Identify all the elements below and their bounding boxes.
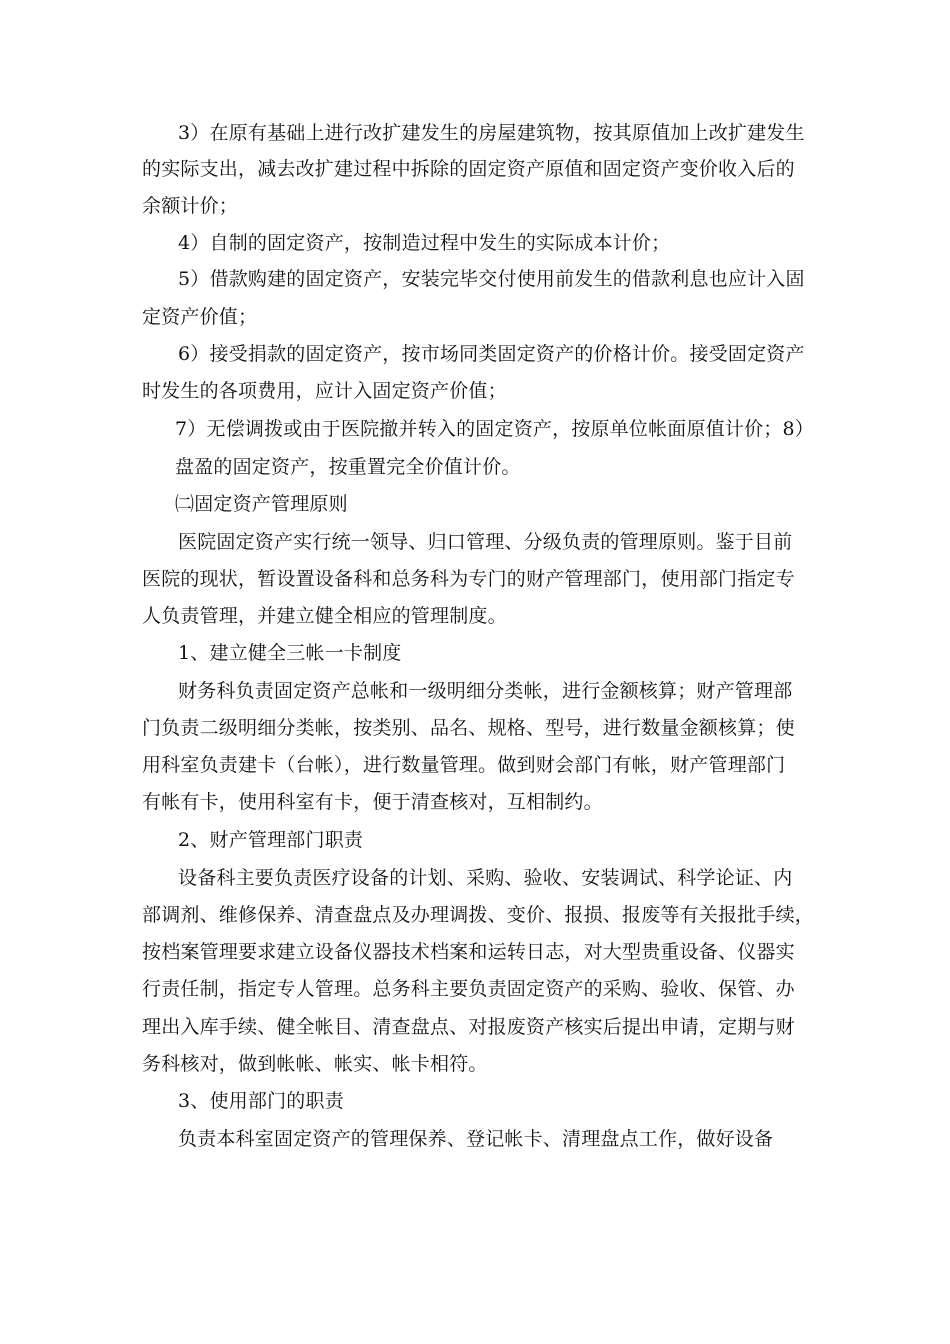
paragraph-line: 按档案管理要求建立设备仪器技术档案和运转日志，对大型贵重设备、仪器实: [142, 941, 795, 963]
paragraph-line: 行责任制，指定专人管理。总务科主要负责固定资产的采购、验收、保管、办: [142, 978, 795, 1000]
paragraph-line: 医院的现状，暂设置设备科和总务科为专门的财产管理部门，使用部门指定专: [142, 568, 795, 590]
paragraph-line: 3）在原有基础上进行改扩建发生的房屋建筑物，按其原值加上改扩建发生: [178, 122, 805, 144]
paragraph-line: 门负责二级明细分类帐，按类别、品名、规格、型号，进行数量金额核算；使: [142, 717, 795, 739]
subsection-heading: 1、建立健全三帐一卡制度: [178, 642, 402, 664]
paragraph-line: 医院固定资产实行统一领导、归口管理、分级负责的管理原则。鉴于目前: [178, 531, 793, 553]
paragraph-line: 6）接受捐款的固定资产，按市场同类固定资产的价格计价。接受固定资产: [178, 343, 805, 365]
paragraph-line: 用科室负责建卡（台帐），进行数量管理。做到财会部门有帐，财产管理部门: [142, 754, 786, 776]
subsection-heading: 2、财产管理部门职责: [178, 829, 364, 851]
paragraph-line: 盘盈的固定资产，按重置完全价值计价。: [175, 456, 521, 478]
paragraph-line: 5）借款购建的固定资产，安装完毕交付使用前发生的借款利息也应计入固: [178, 268, 805, 290]
paragraph-line: 财务科负责固定资产总帐和一级明细分类帐，进行金额核算；财产管理部: [178, 680, 793, 702]
paragraph-line: 人负责管理，并建立健全相应的管理制度。: [142, 605, 507, 627]
paragraph-line: 4）自制的固定资产，按制造过程中发生的实际成本计价；: [178, 232, 671, 254]
paragraph-line: 有帐有卡，使用科室有卡，便于清查核对，互相制约。: [142, 791, 603, 813]
paragraph-line: 7）无偿调拨或由于医院撤并转入的固定资产，按原单位帐面原值计价；8）: [175, 418, 814, 440]
paragraph-line: 负责本科室固定资产的管理保养、登记帐卡、清理盘点工作，做好设备: [178, 1128, 774, 1150]
paragraph-line: 定资产价值；: [142, 306, 258, 328]
paragraph-line: 设备科主要负责医疗设备的计划、采购、验收、安装调试、科学论证、内: [178, 867, 793, 889]
paragraph-line: 务科核对，做到帐帐、帐实、帐卡相符。: [142, 1053, 488, 1075]
paragraph-line: 时发生的各项费用，应计入固定资产价值；: [142, 380, 507, 402]
paragraph-line: 部调剂、维修保养、清查盘点及办理调拨、变价、报损、报废等有关报批手续，: [142, 904, 815, 926]
paragraph-line: 的实际支出，减去改扩建过程中拆除的固定资产原值和固定资产变价收入后的: [142, 158, 795, 180]
paragraph-line: 理出入库手续、健全帐目、清查盘点、对报废资产核实后提出申请，定期与财: [142, 1016, 795, 1038]
subsection-heading: 3、使用部门的职责: [178, 1090, 344, 1112]
paragraph-line: 余额计价；: [142, 195, 239, 217]
section-heading: ㈡固定资产管理原则: [175, 493, 348, 515]
